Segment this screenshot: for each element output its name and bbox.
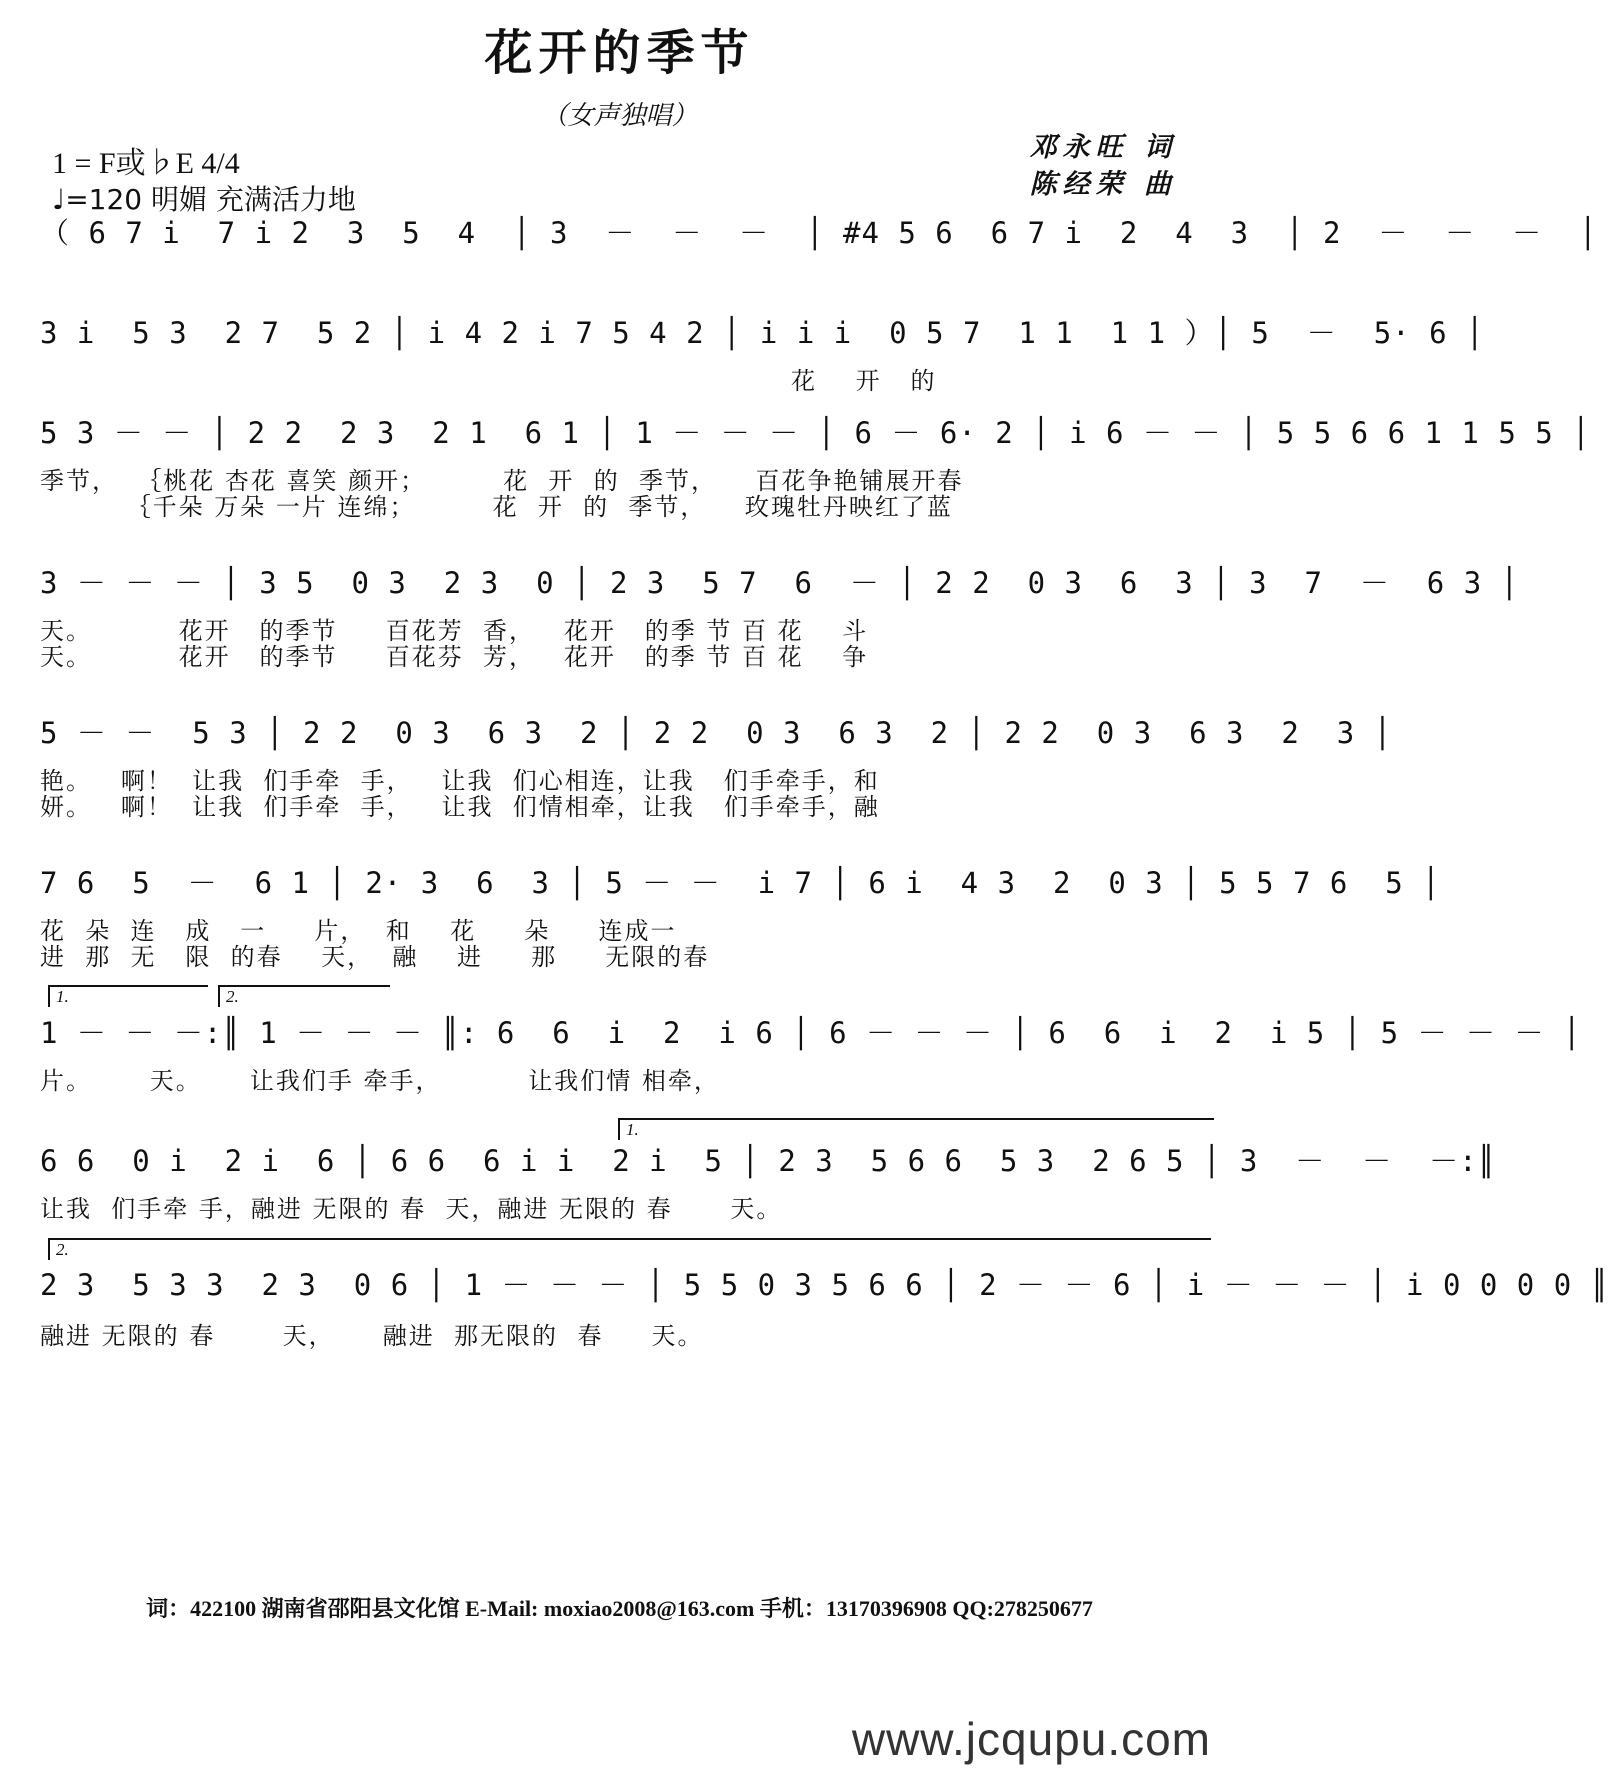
- score-line-6: 7 6 5 － 6 1 │ 2· 3 6 3 │ 5 － － i 7 │ 6 i 4 3 2 0 3 │ 5 5 7 6 5 │: [40, 866, 1441, 900]
- score-line-5: 5 － － 5 3 │ 2 2 0 3 6 3 2 │ 2 2 0 3 6 3 2 │ 2 2 0 3 6 3 2 3 │: [40, 716, 1393, 750]
- score-line-2: 3 i 5 3 2 7 5 2 │ i 4 2 i 7 5 4 2 │ i i i 0 5 7 1 1 1 1 ）│ 5 － 5· 6 │: [40, 316, 1485, 350]
- lyric-line-2a: 花 开 的: [40, 367, 937, 395]
- lyric-line-7a: 片。 天。 让我们手 牵手， 让我们情 相牵，: [40, 1067, 720, 1095]
- lyric-line-4b: 天。 花开 的季节 百花芬 芳， 花开 的季 节 百 花 争: [40, 643, 869, 671]
- contact-footer: 词：422100 湖南省邵阳县文化馆 E-Mail: moxiao2008@163.com 手机：13170396908 QQ:278250677: [146, 1596, 1093, 1621]
- score-line-4: 3 － － － │ 3 5 0 3 2 3 0 │ 2 3 5 7 6 － │ 2 2 0 3 6 3 │ 3 7 － 6 3 │: [40, 566, 1520, 600]
- score-line-7: 1 － － －:║ 1 － － － ║: 6 6 i 2 i 6 │ 6 － － － │ 6 6 i 2 i 5 │ 5 － － － │: [40, 1016, 1582, 1050]
- lyric-line-8a: 让我 们手牵 手，融进 无限的 春 天，融进 无限的 春 天。: [40, 1195, 783, 1223]
- song-subtitle: （女声独唱）: [541, 101, 698, 131]
- score-line-1: （ 6 7 i 7 i 2 3 5 4 │ 3 － － － │ #4 5 6 6 7 i 2 4 3 │ 2 － － － │: [40, 216, 1598, 250]
- song-title: 花开的季节: [484, 25, 755, 81]
- score-line-3: 5 3 － － │ 2 2 2 3 2 1 6 1 │ 1 － － － │ 6 － 6· 2 │ i 6 － － │ 5 5 6 6 1 1 5 5 │: [40, 416, 1591, 450]
- lyric-line-9a: 融进 无限的 春 天， 融进 那无限的 春 天。: [40, 1322, 704, 1350]
- volta-first-ending: 1.: [48, 985, 208, 1007]
- key-signature: 1 = F或♭E 4/4: [52, 147, 240, 180]
- volta-first-ending-coda: 1.: [618, 1118, 1214, 1140]
- site-watermark: www.jcqupu.com: [851, 1713, 1211, 1765]
- lyric-line-6b: 进 那 无 限 的春 天， 融 进 那 无限的春: [40, 943, 710, 971]
- volta-second-ending-coda: 2.: [48, 1238, 1211, 1260]
- tempo-marking: ♩=120 明媚 充满活力地: [52, 183, 356, 216]
- lyric-line-3a: 季节， ｛桃花 杏花 喜笑 颜开； 花 开 的 季节， 百花争艳铺展开春: [40, 467, 964, 495]
- composer-credit: 陈经荣 曲: [1029, 169, 1177, 200]
- volta-second-ending: 2.: [218, 985, 390, 1007]
- lyric-line-6a: 花 朵 连 成 一 片， 和 花 朵 连成一: [40, 917, 677, 945]
- lyric-line-4a: 天。 花开 的季节 百花芳 香， 花开 的季 节 百 花 斗: [40, 617, 869, 645]
- score-line-8: 6 6 0 i 2 i 6 │ 6 6 6 i i 2 i 5 │ 2 3 5 6 6 5 3 2 6 5 │ 3 － － －:║: [40, 1144, 1497, 1178]
- score-line-9: 2 3 5 3 3 2 3 0 6 │ 1 － － － │ 5 5 0 3 5 6 6 │ 2 － － 6 │ i － － － │ i 0 0 0 0 ║: [40, 1268, 1609, 1302]
- lyric-line-3b: ｛千朵 万朵 一片 连绵； 花 开 的 季节， 玫瑰牡丹映红了蓝: [40, 493, 953, 521]
- lyric-line-5b: 妍。 啊！ 让我 们手牵 手， 让我 们情相牵，让我 们手牵手，融: [40, 793, 880, 821]
- lyric-line-5a: 艳。 啊！ 让我 们手牵 手， 让我 们心相连，让我 们手牵手，和: [40, 767, 880, 795]
- lyricist-credit: 邓永旺 词: [1029, 132, 1177, 163]
